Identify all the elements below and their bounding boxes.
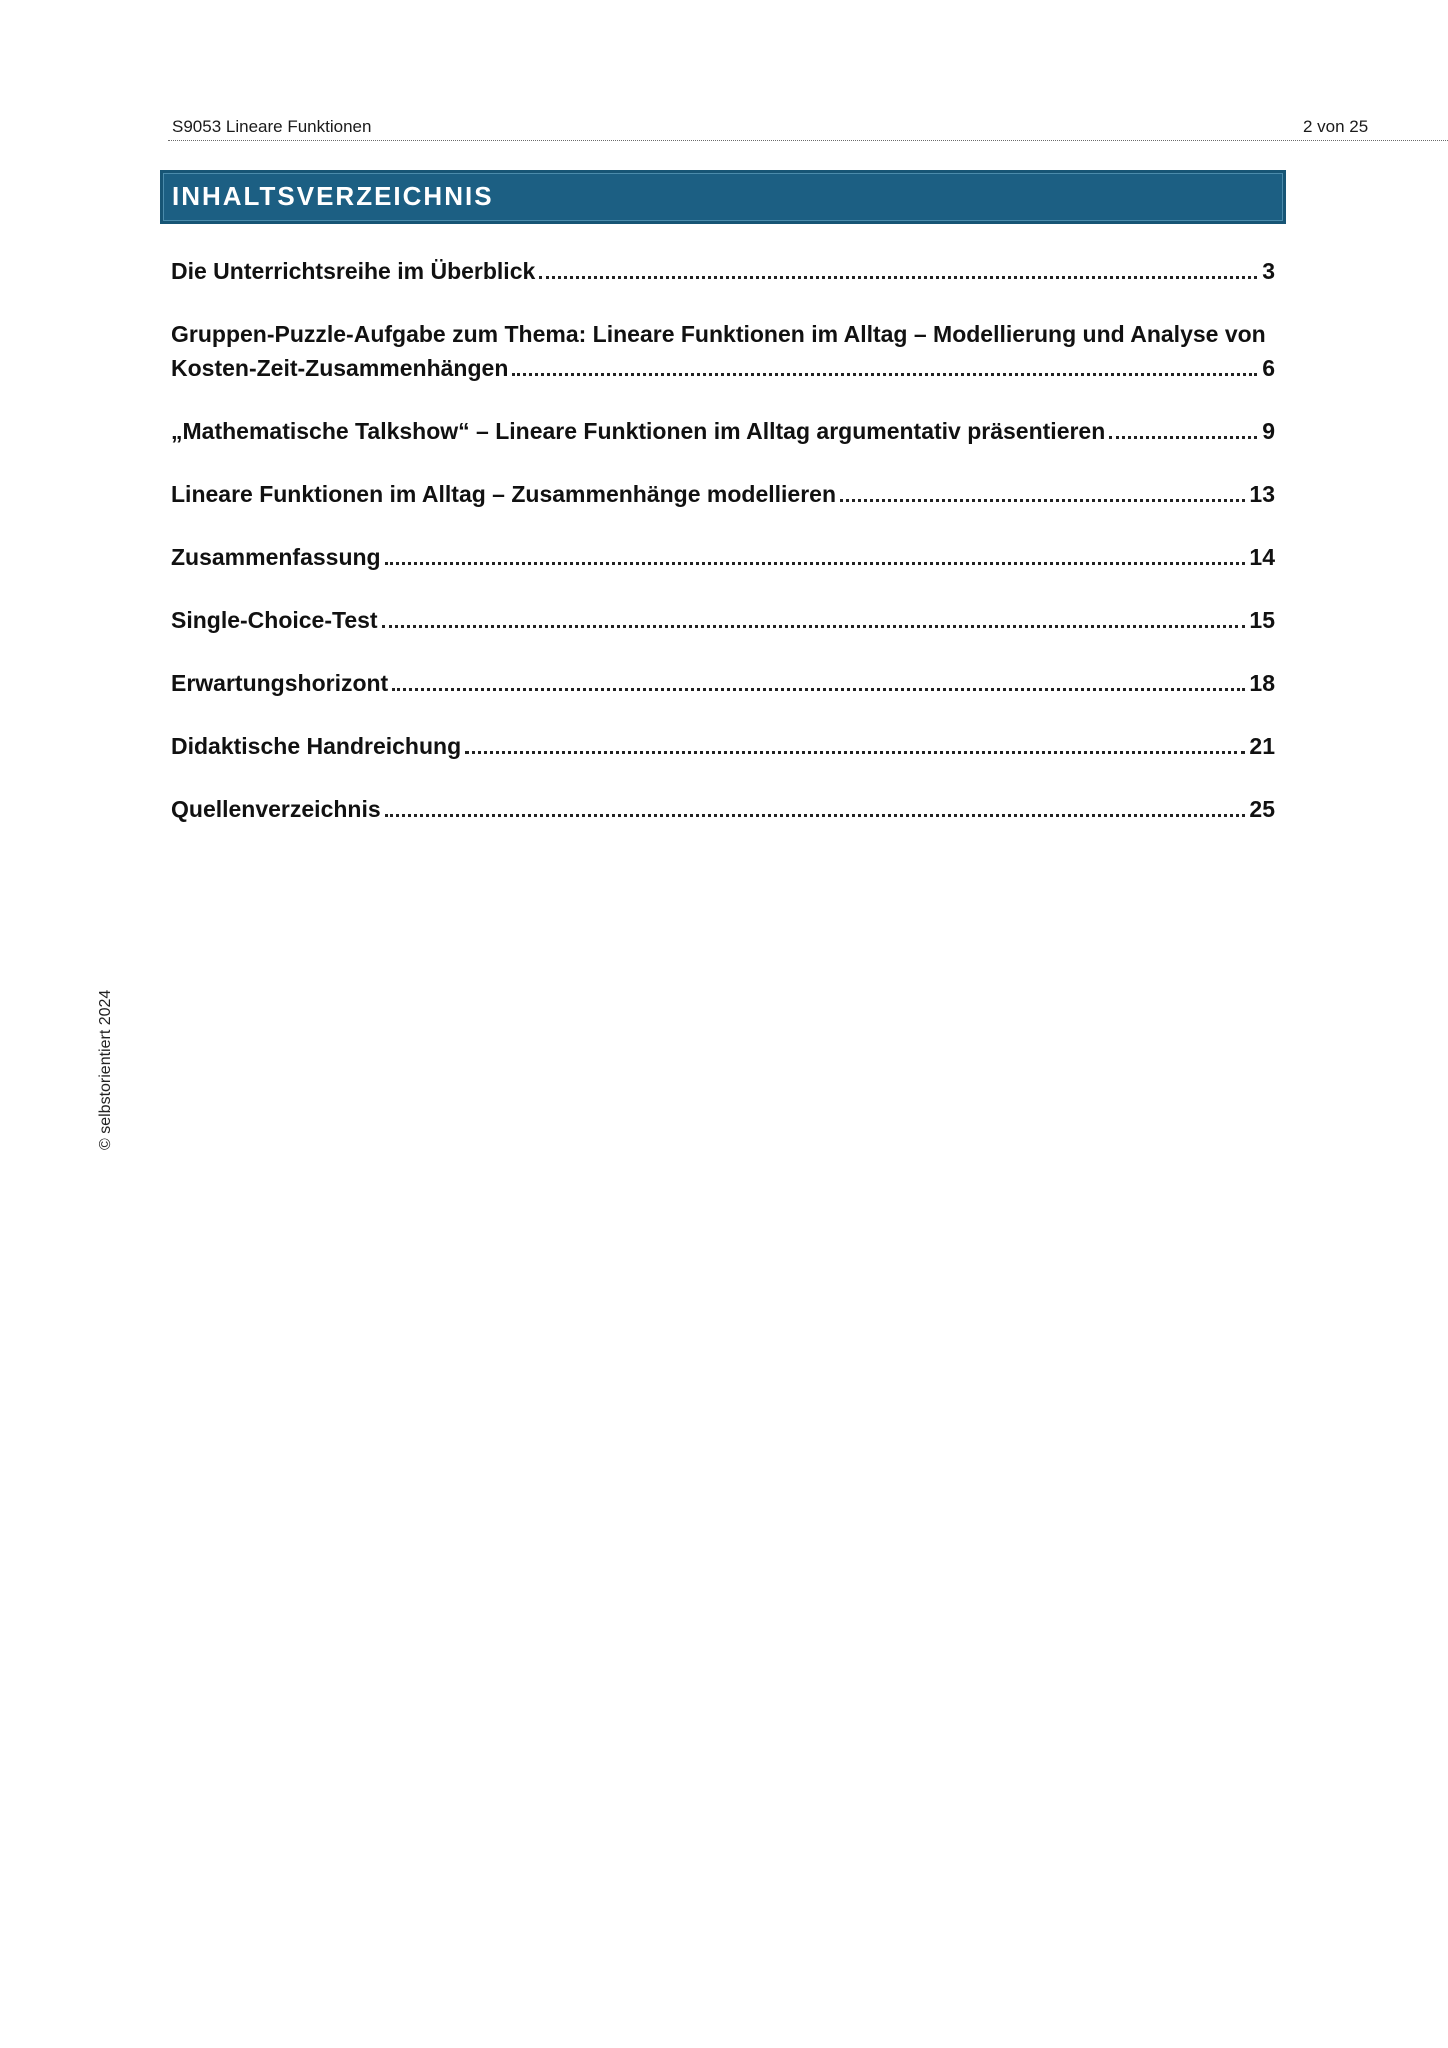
page-indicator: 2 von 25	[1303, 117, 1369, 136]
toc-leader-dots	[382, 625, 1246, 628]
toc-entry-title: Quellenverzeichnis	[171, 796, 381, 822]
toc-entry[interactable]	[171, 603, 1275, 637]
toc-entry-page: 3	[1262, 258, 1275, 284]
toc-leader-dots	[539, 276, 1257, 279]
toc-entry-title: Zusammenfassung	[171, 544, 381, 570]
toc-entry-title: Gruppen-Puzzle-Aufgabe zum Thema: Lineare Funktionen im Alltag – Modellierung und Analyse von	[171, 321, 1266, 347]
toc-title: INHALTSVERZEICHNIS	[172, 181, 494, 211]
toc-entry-title-continued: Kosten-Zeit-Zusammenhängen	[171, 355, 509, 381]
toc-entry-title: Lineare Funktionen im Alltag – Zusammenhänge modellieren	[171, 481, 837, 507]
toc-leader-dots	[512, 373, 1257, 376]
toc-leader-dots	[1109, 436, 1257, 439]
toc-entry-title: Single-Choice-Test	[171, 607, 378, 633]
copyright-notice: © selbstorientiert 2024	[97, 989, 114, 1150]
toc-entry-title: Die Unterrichtsreihe im Überblick	[171, 258, 536, 284]
toc-leader-dots	[465, 751, 1245, 754]
toc-leader-dots	[385, 562, 1246, 565]
toc-entry[interactable]	[171, 792, 1275, 826]
toc-entry[interactable]	[171, 317, 1275, 385]
toc-entry[interactable]	[171, 540, 1275, 574]
document-title: S9053 Lineare Funktionen	[172, 117, 372, 136]
toc-entry[interactable]	[171, 477, 1275, 511]
toc-entry-page: 25	[1249, 796, 1275, 822]
toc-leader-dots	[385, 814, 1246, 817]
toc-entry[interactable]	[171, 414, 1275, 448]
toc-heading-banner	[160, 170, 1286, 224]
toc-leader-dots	[392, 688, 1245, 691]
header-divider	[168, 140, 1448, 141]
toc-entry-page: 6	[1262, 355, 1275, 381]
page-header	[168, 116, 1448, 140]
toc-entry-page: 21	[1249, 733, 1275, 759]
toc-entry-page: 13	[1249, 481, 1275, 507]
toc-entry[interactable]	[171, 666, 1275, 700]
toc-entry-page: 9	[1262, 418, 1275, 444]
toc-entry-title: „Mathematische Talkshow“ – Lineare Funktionen im Alltag argumentativ präsentieren	[171, 418, 1106, 444]
toc-leader-dots	[840, 499, 1245, 502]
toc-entry-page: 14	[1249, 544, 1275, 570]
toc-entry[interactable]	[171, 729, 1275, 763]
toc-entry-title: Didaktische Handreichung	[171, 733, 462, 759]
toc-entry-page: 15	[1249, 607, 1275, 633]
toc-entry[interactable]	[171, 254, 1275, 288]
table-of-contents	[171, 254, 1275, 826]
toc-entry-title: Erwartungshorizont	[171, 670, 389, 696]
toc-entry-page: 18	[1249, 670, 1275, 696]
